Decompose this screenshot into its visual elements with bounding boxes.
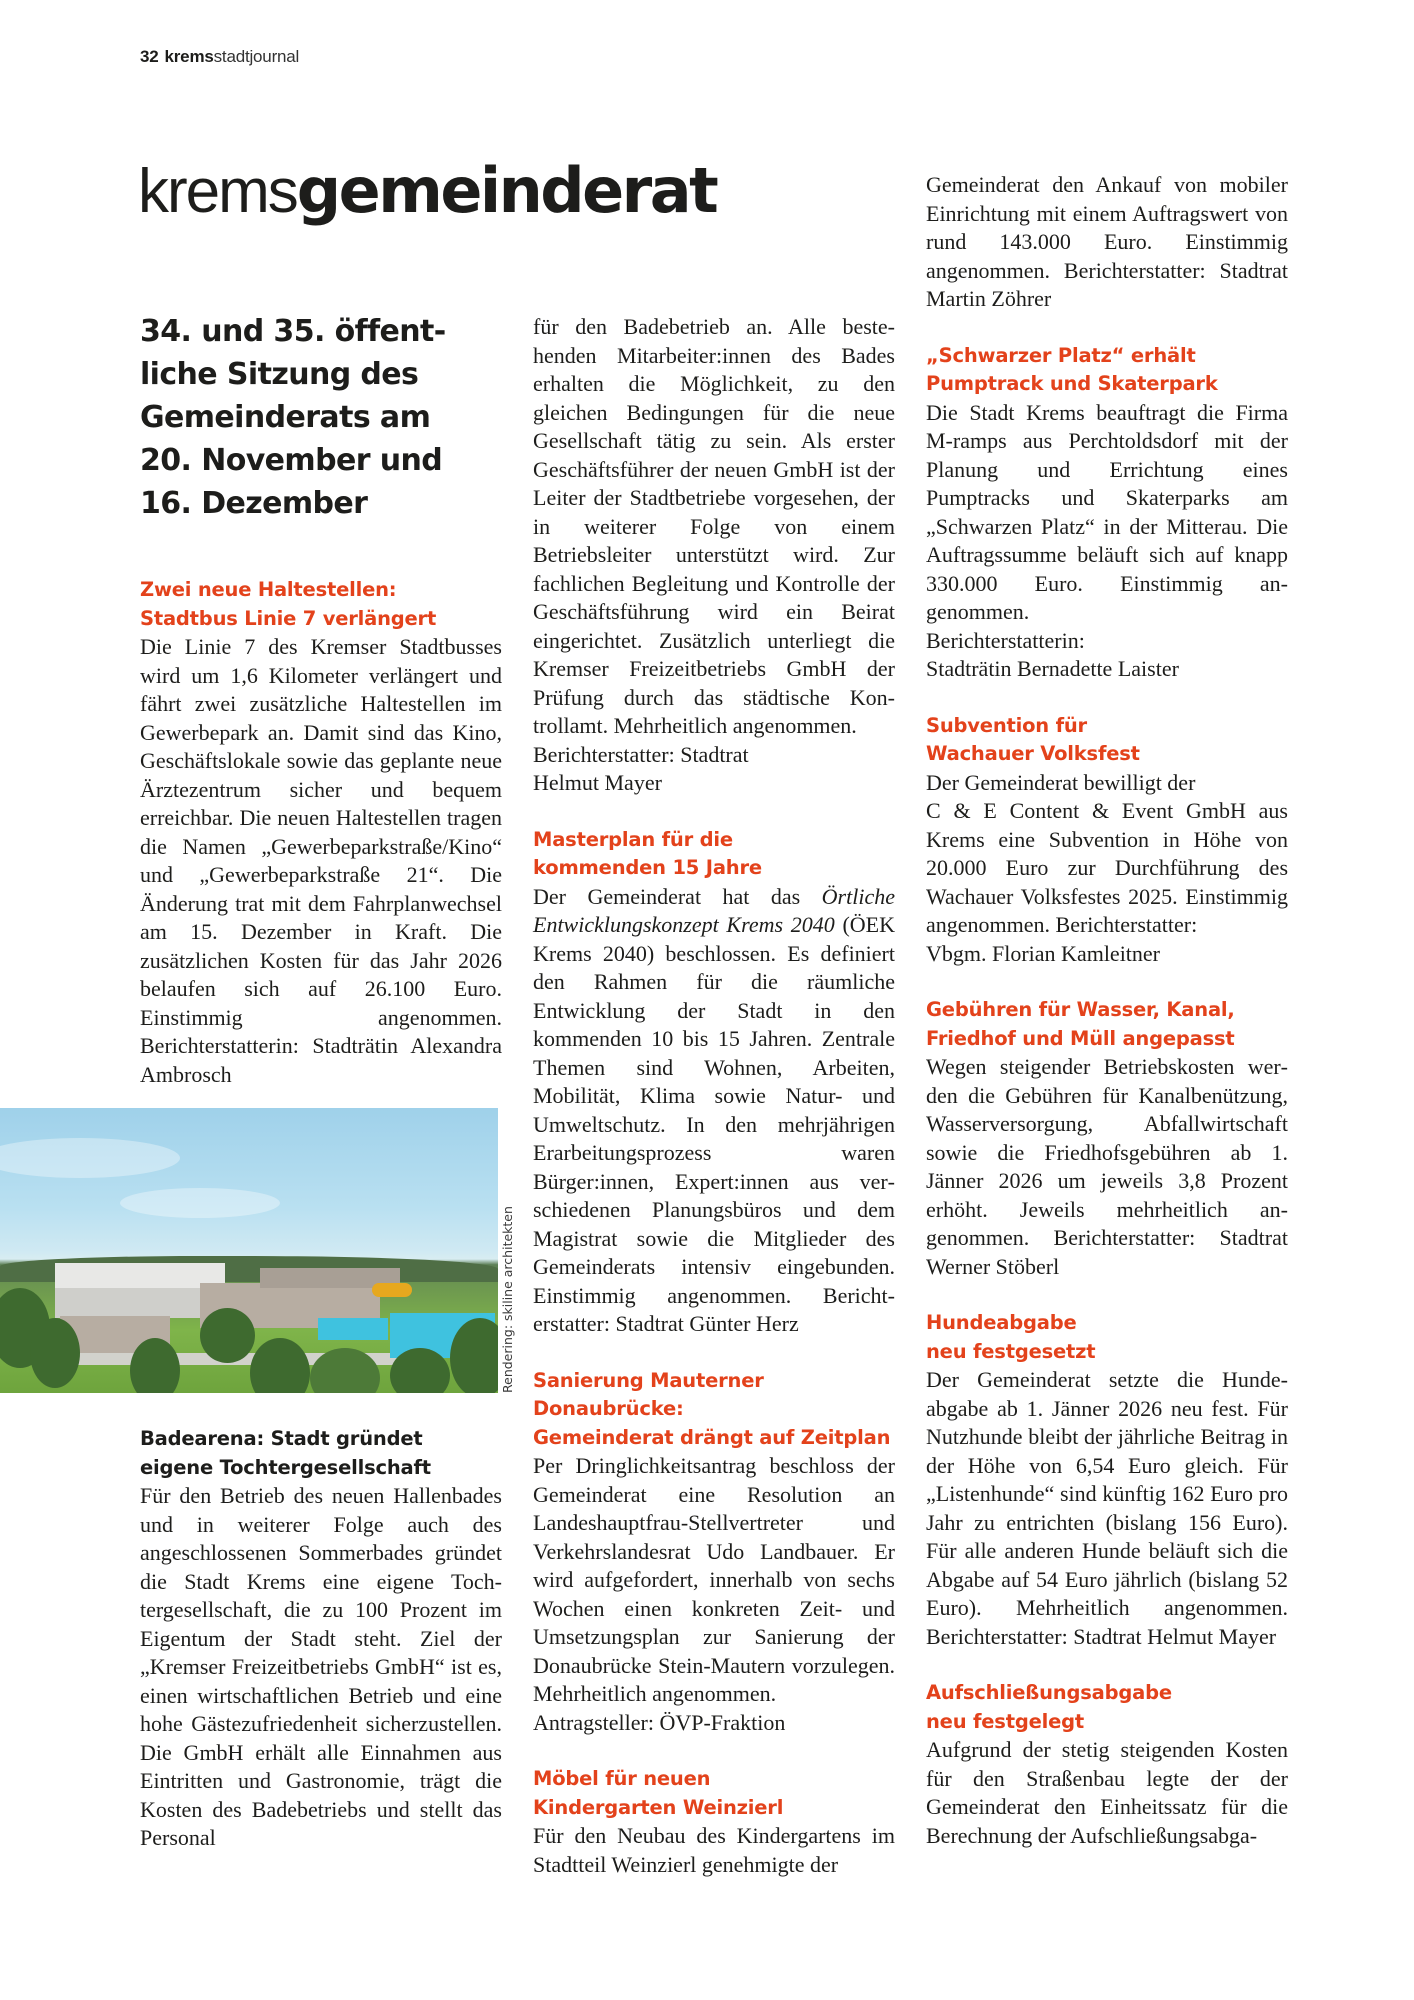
- article-body-continued: Gemeinderat den Ankauf von mobiler Einrichtung mit einem Auftragswert von rund 143.000 Euro. Einstimmig angenommen. Berichterstatter: Stadtrat Martin Zöhrer: [926, 172, 1288, 311]
- session-title-line: Gemeinderats am: [140, 400, 431, 435]
- body-text: Der Gemeinderat hat das: [533, 883, 822, 909]
- headline-line: Stadtbus Linie 7 verlängert: [140, 606, 437, 630]
- article-headline: [533, 1367, 895, 1453]
- headline-line: Pumptrack und Skaterpark: [926, 372, 1218, 395]
- headline-line: Gebühren für Wasser, Kanal,: [926, 998, 1235, 1021]
- headline-line: neu festgelegt: [926, 1709, 1084, 1733]
- reporter-line: Helmut Mayer: [533, 770, 662, 795]
- article-headline: [533, 826, 895, 883]
- headline-line: Sanierung Mauterner Donaubrücke:: [533, 1368, 764, 1420]
- headline-line: Möbel für neuen: [533, 1767, 711, 1790]
- brand-bold: krems: [164, 47, 214, 66]
- headline-line: Subvention für: [926, 713, 1087, 737]
- article-headline: [926, 1309, 1288, 1366]
- article-headline: [926, 1679, 1288, 1736]
- article-headline: [140, 1425, 502, 1482]
- column-3: [926, 171, 1288, 1850]
- session-title-line: liche Sitzung des: [140, 357, 419, 392]
- article-kindergarten: [533, 1765, 895, 1879]
- article-body: Für den Betrieb des neuen Hallenbades und in weiterer Folge auch des angeschlossenen Sommerbades gründet die Stadt Krems eine eigene Tochtergesellschaft, die zu 100 Prozent im Eigentum der Stadt steht. Ziel der „Kremser Freizeitbetriebs GmbH“ ist es, einen wirtschaftlichen Betrieb und eine hohe Gästezufriedenheit sicherzustellen. Die GmbH erhält alle Einnahmen aus Eintritten und Gastronomie, trägt die Kosten des Badebetriebs und stellt das Personal: [140, 1483, 502, 1850]
- column-1: [140, 310, 502, 1089]
- article-body: Wegen steigender Betriebskosten werden die Gebühren für Kanalbenützung, Wasserversorgung, Abfallwirtschaft sowie die Friedhofsgebühren ab 1. Jänner 2026 um jeweils 3,8 Prozent erhöht. Jeweils mehrheitlich angenommen. Berichterstatter: Stadtrat Werner Stöberl: [926, 1054, 1288, 1279]
- badearena-rendering-image: [0, 1108, 498, 1393]
- headline-line: eigene Tochtergesellschaft: [140, 1455, 431, 1479]
- article-body: Die Linie 7 des Kremser Stadtbusses wird um 1,6 Kilometer verlängert und fährt zwei zusätzliche Haltestellen im Gewerbepark an. Damit sind das Kino, Geschäftslokale sowie das geplante neue Ärztezentrum sicher und bequem erreichbar. Die neuen Haltestellen tragen die Namen „Gewerbeparkstraße/Kino“ und „Gewerbeparkstraße 21“. Die Änderung trat mit dem Fahrplanwechsel am 15. Dezember in Kraft. Die zusätzlichen Kosten für das Jahr 2026 belaufen sich auf 26.100 Euro. Einstimmig angenommen. Berichterstatterin: Stadträtin Alexandra Ambrosch: [140, 634, 502, 1087]
- article-headline: [926, 342, 1288, 399]
- article-badearena: [140, 1425, 502, 1853]
- article-headline: [926, 712, 1288, 769]
- article-body-continued: für den Badebetrieb an. Alle bestehenden Mitarbeiter:innen des Bades erhalten die Möglichkeit, zu den gleichen Bedingungen für die neue Gesellschaft tätig zu sein. Als erster Geschäftsführer der neuen GmbH ist der Leiter der Stadtbetriebe vorgesehen, der in weiterer Folge von einem Betriebsleiter unterstützt wird. Zur fachlichen Begleitung und Kontrolle der Geschäftsführung wird ein Beirat eingerichtet. Zusätzlich unterliegt die Kremser Freizeitbetriebs GmbH der Prüfung durch das städtische Kontrollamt. Mehrheitlich angenommen.: [533, 314, 895, 738]
- headline-line: kommenden 15 Jahre: [533, 856, 762, 879]
- article-body: C & E Content & Event GmbH aus Krems eine Subvention in Höhe von 20.000 Euro zur Durchführung des Wachauer Volksfestes 2025. Einstimmig angenommen. Berichterstatter:: [926, 798, 1288, 937]
- photo-credit: Rendering: skiline architekten: [500, 1206, 515, 1393]
- article-schwarzer-platz: [926, 342, 1288, 684]
- article-reporter: [926, 627, 1288, 684]
- masthead-light: krems: [138, 157, 297, 226]
- column-1-bottom: [140, 1425, 502, 1853]
- article-gebuehren: [926, 996, 1288, 1281]
- article-aufschliessungsabgabe: [926, 1679, 1288, 1850]
- reporter-line: Stadträtin Bernadette Laister: [926, 656, 1179, 681]
- reporter-line: Berichterstatterin:: [926, 627, 1085, 653]
- column-2: [533, 313, 895, 1879]
- article-body: Für den Neubau des Kindergartens im Stadtteil Weinzierl genehmigte der: [533, 1823, 895, 1877]
- headline-line: Friedhof und Müll angepasst: [926, 1026, 1235, 1050]
- headline-line: neu festgesetzt: [926, 1339, 1096, 1363]
- headline-line: Kindergarten Weinzierl: [533, 1795, 784, 1819]
- headline-line: Gemeinderat drängt auf Zeitplan: [533, 1425, 891, 1449]
- article-reporter: Antragsteller: ÖVP-Fraktion: [533, 1709, 786, 1735]
- article-hundeabgabe: [926, 1309, 1288, 1651]
- article-reporter: Vbgm. Florian Kamleitner: [926, 940, 1161, 966]
- article-headline: [140, 576, 502, 633]
- brand-light: stadtjournal: [213, 47, 300, 66]
- article-body: Aufgrund der stetig steigenden Kosten für den Straßenbau legte der der Gemeinderat den Einheitssatz für die Berechnung der Aufschließungsabga-: [926, 1737, 1288, 1848]
- article-headline: [533, 1765, 895, 1822]
- session-title-line: 34. und 35. öffent-: [140, 314, 446, 349]
- article-body: Die Stadt Krems beauftragt die Firma M-ramps aus Perchtoldsdorf mit der Planung und Errichtung eines Pumptracks und Skaterparks am „Schwarzen Platz“ in der Mitterau. Die Auftragssumme beläuft sich auf knapp 330.000 Euro. Einstimmig angenommen.: [926, 399, 1288, 624]
- article-body: Per Dringlichkeitsantrag beschloss der Gemeinderat eine Resolution an Landeshauptfrau-Stellvertreter und Verkehrslandesrat Udo Landbauer. Er wird aufgefordert, innerhalb von sechs Wochen einen konkreten Zeit- und Umsetzungsplan zur Sanierung der Donaubrücke Stein-Mautern vorzulegen. Mehrheitlich angenommen.: [533, 1453, 895, 1706]
- headline-line: Wachauer Volksfest: [926, 742, 1140, 765]
- article-headline: [926, 996, 1288, 1053]
- article-body: [533, 883, 895, 1339]
- headline-line: Zwei neue Haltestellen:: [140, 578, 397, 601]
- headline-line: Masterplan für die: [533, 827, 733, 851]
- article-body-first-line: Der Gemeinderat bewilligt der: [926, 769, 1196, 795]
- headline-line: Aufschließungsabgabe: [926, 1681, 1172, 1704]
- article-reporter: [533, 741, 895, 798]
- reporter-line: Berichterstatter: Stadtrat: [533, 741, 749, 767]
- document-title: Örtliche Entwicklungskonzept Krems 2040: [533, 883, 895, 937]
- headline-line: „Schwarzer Platz“ erhält: [926, 343, 1196, 367]
- running-head: [140, 47, 299, 67]
- session-title: [140, 310, 502, 525]
- article-donaubruecke: [533, 1367, 895, 1738]
- headline-line: Badearena: Stadt gründet: [140, 1427, 423, 1450]
- article-volksfest: [926, 712, 1288, 969]
- body-text: (ÖEK Krems 2040) beschlossen. Es definiert den Rahmen für die räumliche Entwicklung der Stadt in den kommenden 10 bis 15 Jahren. Zentrale Themen sind Wohnen, Arbeiten, Mobilität, Klima sowie Natur- und Umweltschutz. In den mehrjährigen Erarbeitungsprozess waren Bürger:innen, Expert:innen aus verschiedenen Planungsbüros und dem Magistrat sowie die Mitglieder des Gemeinderats intensiv eingebunden. Einstimmig angenommen. Berichterstatter: Stadtrat Günter Herz: [533, 912, 895, 1336]
- headline-line: Hundeabgabe: [926, 1311, 1077, 1334]
- page-number: 32: [140, 47, 159, 66]
- masthead-bold: gemeinderat: [296, 154, 717, 227]
- section-masthead: [138, 154, 717, 227]
- article-body: Der Gemeinderat setzte die Hundeabgabe ab 1. Jänner 2026 neu fest. Für Nutzhunde bleibt der jährliche Beitrag in der Höhe von 6,54 Euro gleich. Für „Listenhunde“ sind künftig 162 Euro pro Jahr zu entrichten (bislang 156 Euro). Für alle anderen Hunde beläuft sich die Abgabe auf 54 Euro jährlich (bislang 52 Euro). Mehrheitlich angenommen. Berichterstatter: Stadtrat Helmut Mayer: [926, 1367, 1288, 1649]
- session-title-line: 16. Dezember: [140, 486, 368, 521]
- article-masterplan: [533, 826, 895, 1339]
- session-title-line: 20. November und: [140, 443, 443, 478]
- article-haltestellen: [140, 576, 502, 1089]
